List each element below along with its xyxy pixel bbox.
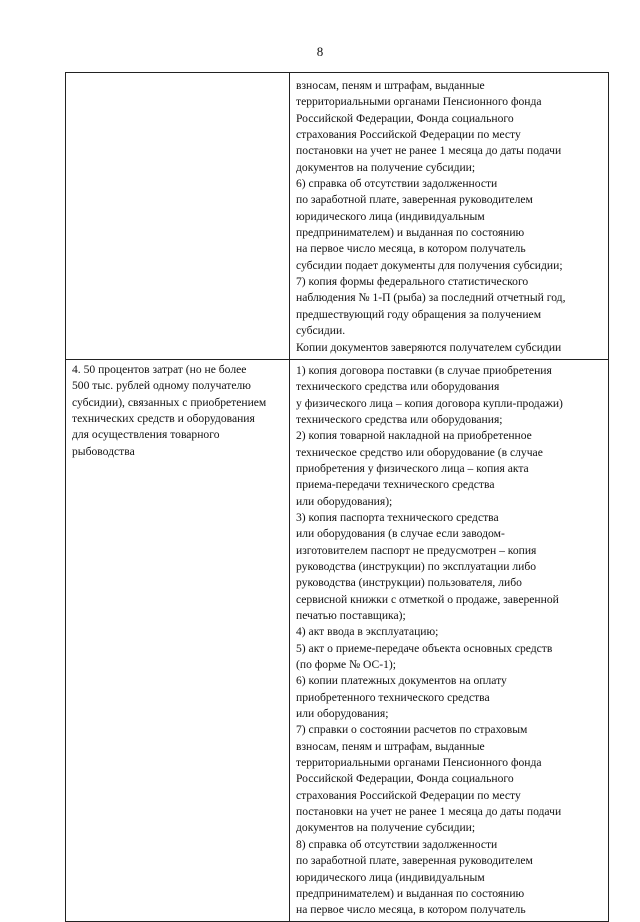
text-line: Российской Федерации, Фонда социального: [296, 111, 514, 125]
text-line: сервисной книжки с отметкой о продаже, заверенной: [296, 592, 559, 606]
text-line: предпринимателем) и выданная по состоянию: [296, 886, 525, 900]
text-line: территориальными органами Пенсионного фонда: [296, 756, 542, 770]
text-line: по заработной плате, заверенная руководителем: [296, 193, 533, 207]
text-line: 5) акт о приеме-передаче объекта основных средств: [296, 641, 553, 655]
text-line: 8) справка об отсутствии задолженности: [296, 837, 498, 851]
text-line: взносам, пеням и штрафам, выданные: [296, 79, 485, 92]
text-line: территориальными органами Пенсионного фонда: [296, 95, 542, 109]
text-line: субсидии.: [296, 324, 346, 338]
text-line: на первое число месяца, в котором получатель: [296, 242, 526, 256]
text-line: приобретенного технического средства: [296, 690, 490, 704]
text-line: руководства (инструкции) пользователя, либо: [296, 576, 522, 590]
requirements-table: [65, 72, 609, 922]
text-line: приема-передачи технического средства: [296, 478, 495, 492]
text-line: наблюдения № 1-П (рыба) за последний отчетный год,: [296, 291, 566, 305]
text-line: приобретения у физического лица – копия акта: [296, 461, 529, 475]
text-line: или оборудования);: [296, 494, 393, 508]
page-number: 8: [316, 44, 324, 59]
text-line: 3) копия паспорта технического средства: [296, 510, 499, 524]
text-line: руководства (инструкции) по эксплуатации либо: [296, 559, 537, 573]
text-line: или оборудования;: [296, 707, 389, 721]
text-line: документов на получение субсидии;: [296, 160, 476, 174]
text-line: юридического лица (индивидуальным: [296, 209, 485, 223]
text-line: технического средства или оборудования;: [296, 412, 503, 426]
cost-type-cell: [66, 73, 290, 360]
text-line: 4. 50 процентов затрат (но не более: [72, 362, 247, 376]
documents-cell: [290, 359, 609, 921]
text-line: взносам, пеням и штрафам, выданные: [296, 739, 485, 753]
text-line: у физического лица – копия договора купли-продажи): [296, 396, 563, 410]
text-line: 2) копия товарной накладной на приобретенное: [296, 429, 532, 443]
text-line: Копии документов заверяются получателем субсидии: [296, 340, 562, 354]
table-row: [66, 73, 609, 360]
text-line: предпринимателем) и выданная по состоянию: [296, 226, 525, 240]
text-line: 1) копия договора поставки (в случае приобретения: [296, 363, 552, 377]
text-line: на первое число месяца, в котором получатель: [296, 903, 526, 917]
text-line: по заработной плате, заверенная руководителем: [296, 854, 533, 868]
text-line: или оборудования (в случае если заводом-: [296, 527, 505, 541]
text-line: технического средства или оборудования: [296, 380, 500, 394]
text-line: техническое средство или оборудование (в случае: [296, 445, 543, 459]
text-line: 6) справка об отсутствии задолженности: [296, 177, 498, 191]
cost-type-cell: [66, 359, 290, 921]
text-line: 7) справки о состоянии расчетов по страховым: [296, 723, 528, 737]
text-line: субсидии), связанных с приобретением: [72, 395, 267, 409]
text-line: 4) акт ввода в эксплуатацию;: [296, 625, 439, 639]
text-line: технических средств и оборудования: [72, 411, 255, 425]
table-row: [66, 359, 609, 921]
text-line: страхования Российской Федерации по месту: [296, 128, 521, 142]
text-line: юридического лица (индивидуальным: [296, 870, 485, 884]
text-line: постановки на учет не ранее 1 месяца до даты подачи: [296, 805, 562, 819]
text-line: Российской Федерации, Фонда социального: [296, 772, 514, 786]
text-line: рыбоводства: [72, 444, 135, 458]
text-line: печатью поставщика);: [296, 609, 406, 622]
text-line: страхования Российской Федерации по месту: [296, 788, 521, 802]
text-line: 7) копия формы федерального статистического: [296, 275, 529, 289]
text-line: документов на получение субсидии;: [296, 821, 476, 835]
text-line: 6) копии платежных документов на оплату: [296, 674, 507, 688]
text-line: изготовителем паспорт не предусмотрен – копия: [296, 543, 537, 557]
text-line: (по форме № ОС-1);: [296, 658, 397, 672]
text-line: субсидии подает документы для получения субсидии;: [296, 258, 563, 272]
text-line: для осуществления товарного: [72, 428, 220, 442]
text-line: постановки на учет не ранее 1 месяца до даты подачи: [296, 144, 562, 158]
documents-cell: [290, 73, 609, 360]
text-line: 500 тыс. рублей одному получателю: [72, 379, 251, 393]
text-line: предшествующий году обращения за получением: [296, 307, 542, 321]
